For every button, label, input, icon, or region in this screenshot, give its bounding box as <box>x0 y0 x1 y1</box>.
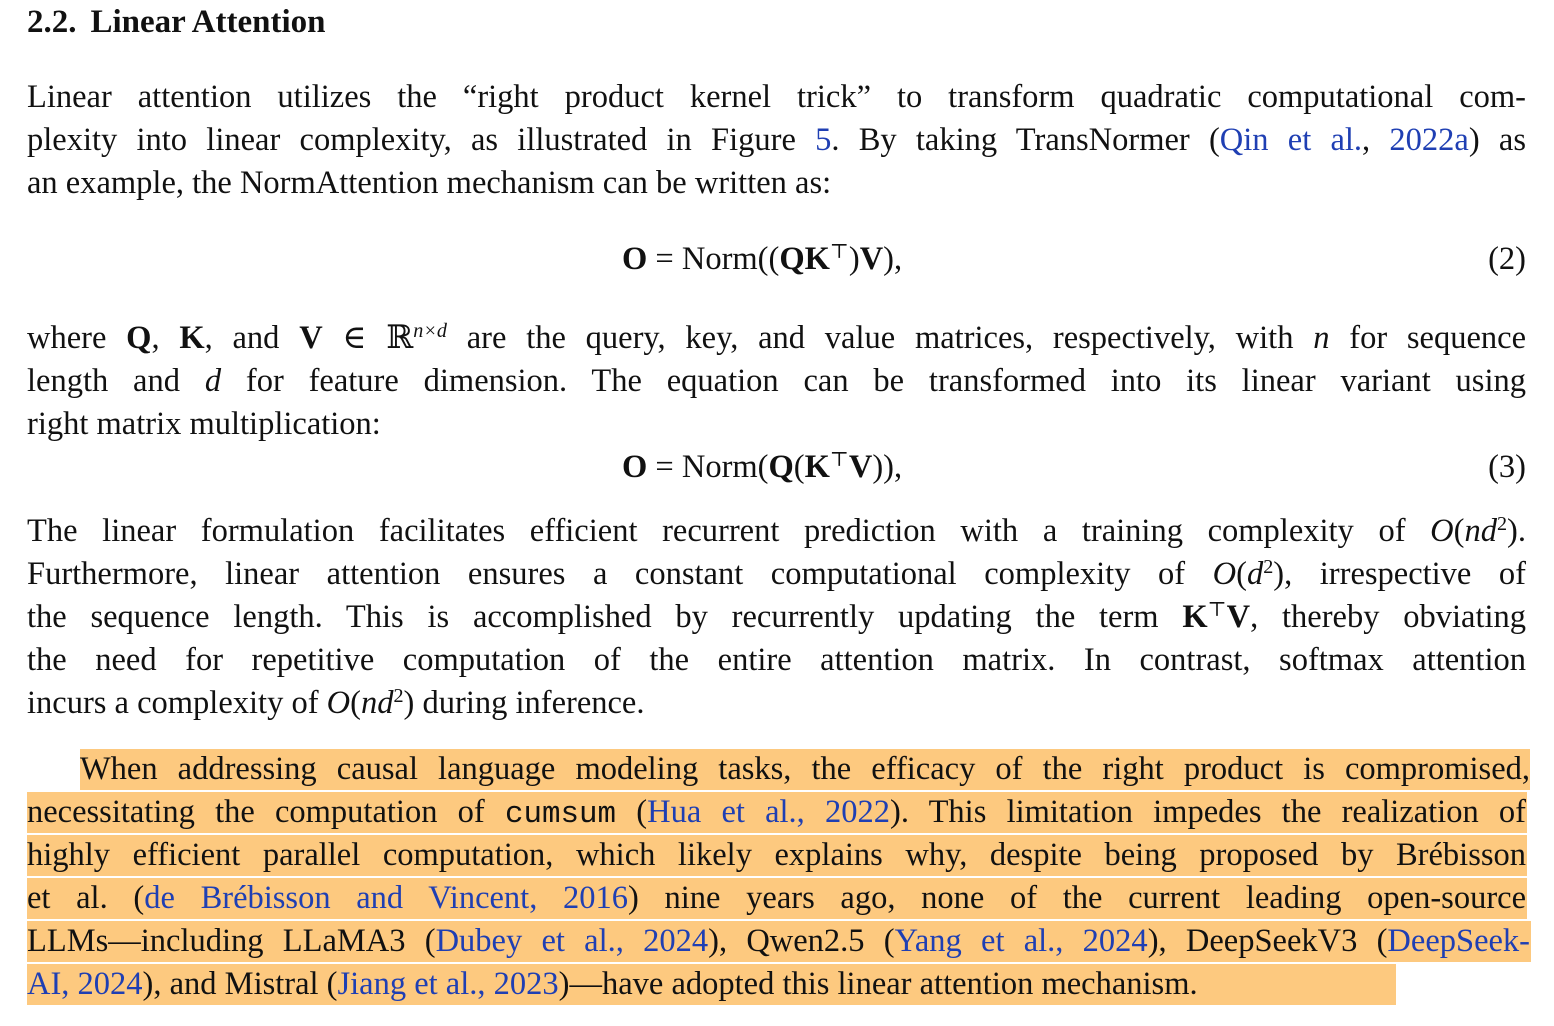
equation-2: O = Norm((QK⊤)V), <box>622 240 903 277</box>
citation-link-yang[interactable]: Yang et al., 2024 <box>894 923 1148 959</box>
code-cumsum: cumsum <box>504 797 617 832</box>
section-heading <box>27 4 325 41</box>
equation-3: O = Norm(Q(K⊤V)), <box>622 448 903 485</box>
para2-line-1: where Q, K, and V ∈ ℝ$^{n\times d}$ are the query, key, and value matrices, respectively, with n for sequence <box>27 319 1526 356</box>
citation-link-qin[interactable]: Qin et al. <box>1219 122 1363 158</box>
equation-3-number: (3) <box>1488 449 1526 485</box>
citation-link-deepseek-cont[interactable]: AI, 2024 <box>27 966 143 1002</box>
equation-2-number: (2) <box>1488 241 1526 277</box>
para2-line-2: length and d for feature dimension. The equation can be transformed into its linear variant using <box>27 363 1526 399</box>
para3-line-1: The linear formulation facilitates efficient recurrent prediction with a training complexity of $O(nd^2)$. <box>27 512 1526 549</box>
citation-link-dubey[interactable]: Dubey et al., 2024 <box>435 923 709 959</box>
para3-line-2: Furthermore, linear attention ensures a constant computational complexity of $O(d^2)$, irrespective of <box>27 555 1526 592</box>
para4-line-1: When addressing causal language modeling tasks, the efficacy of the right product is compromised, <box>80 751 1530 787</box>
citation-link-qin-year[interactable]: 2022a <box>1389 122 1469 158</box>
figure-ref-link[interactable]: 5 <box>815 122 832 158</box>
citation-link-deepseek[interactable]: DeepSeek- <box>1387 923 1530 959</box>
para4-line-5: LLMs—including LLaMA3 (Dubey et al., 2024), Qwen2.5 (Yang et al., 2024), DeepSeekV3 (DeepSeek- <box>27 923 1530 959</box>
para4-line-4: et al. (de Brébisson and Vincent, 2016) nine years ago, none of the current leading open-source <box>27 880 1526 916</box>
para1-line-1: Linear attention utilizes the “right product kernel trick” to transform quadratic computational com- <box>27 79 1526 115</box>
citation-link-hua[interactable]: Hua et al., 2022 <box>647 794 891 830</box>
citation-link-jiang[interactable]: Jiang et al., 2023 <box>337 966 559 1002</box>
para4-line-3: highly efficient parallel computation, which likely explains why, despite being proposed by Brébisson <box>27 837 1526 873</box>
para3-line-3: the sequence length. This is accomplished by recurrently updating the term K⊤V, thereby obviating <box>27 598 1526 635</box>
para4-line-2: necessitating the computation of cumsum (Hua et al., 2022). This limitation impedes the realization of <box>27 794 1526 832</box>
section-title: Linear Attention <box>90 4 326 40</box>
para2-line-3: right matrix multiplication: <box>27 406 381 442</box>
section-number: 2.2. <box>27 4 77 40</box>
citation-link-debrebisson[interactable]: de Brébisson and Vincent, 2016 <box>144 880 629 916</box>
para1-line-2: plexity into linear complexity, as illustrated in Figure 5. By taking TransNormer (Qin et al., 2022a) as <box>27 122 1526 158</box>
para3-line-4: the need for repetitive computation of the entire attention matrix. In contrast, softmax attention <box>27 642 1526 678</box>
para1-line-3: an example, the NormAttention mechanism can be written as: <box>27 165 832 201</box>
para3-line-5: incurs a complexity of $O(nd^2)$ during inference. <box>27 684 645 721</box>
para4-line-6: AI, 2024), and Mistral (Jiang et al., 2023)—have adopted this linear attention mechanism. <box>27 966 1198 1002</box>
